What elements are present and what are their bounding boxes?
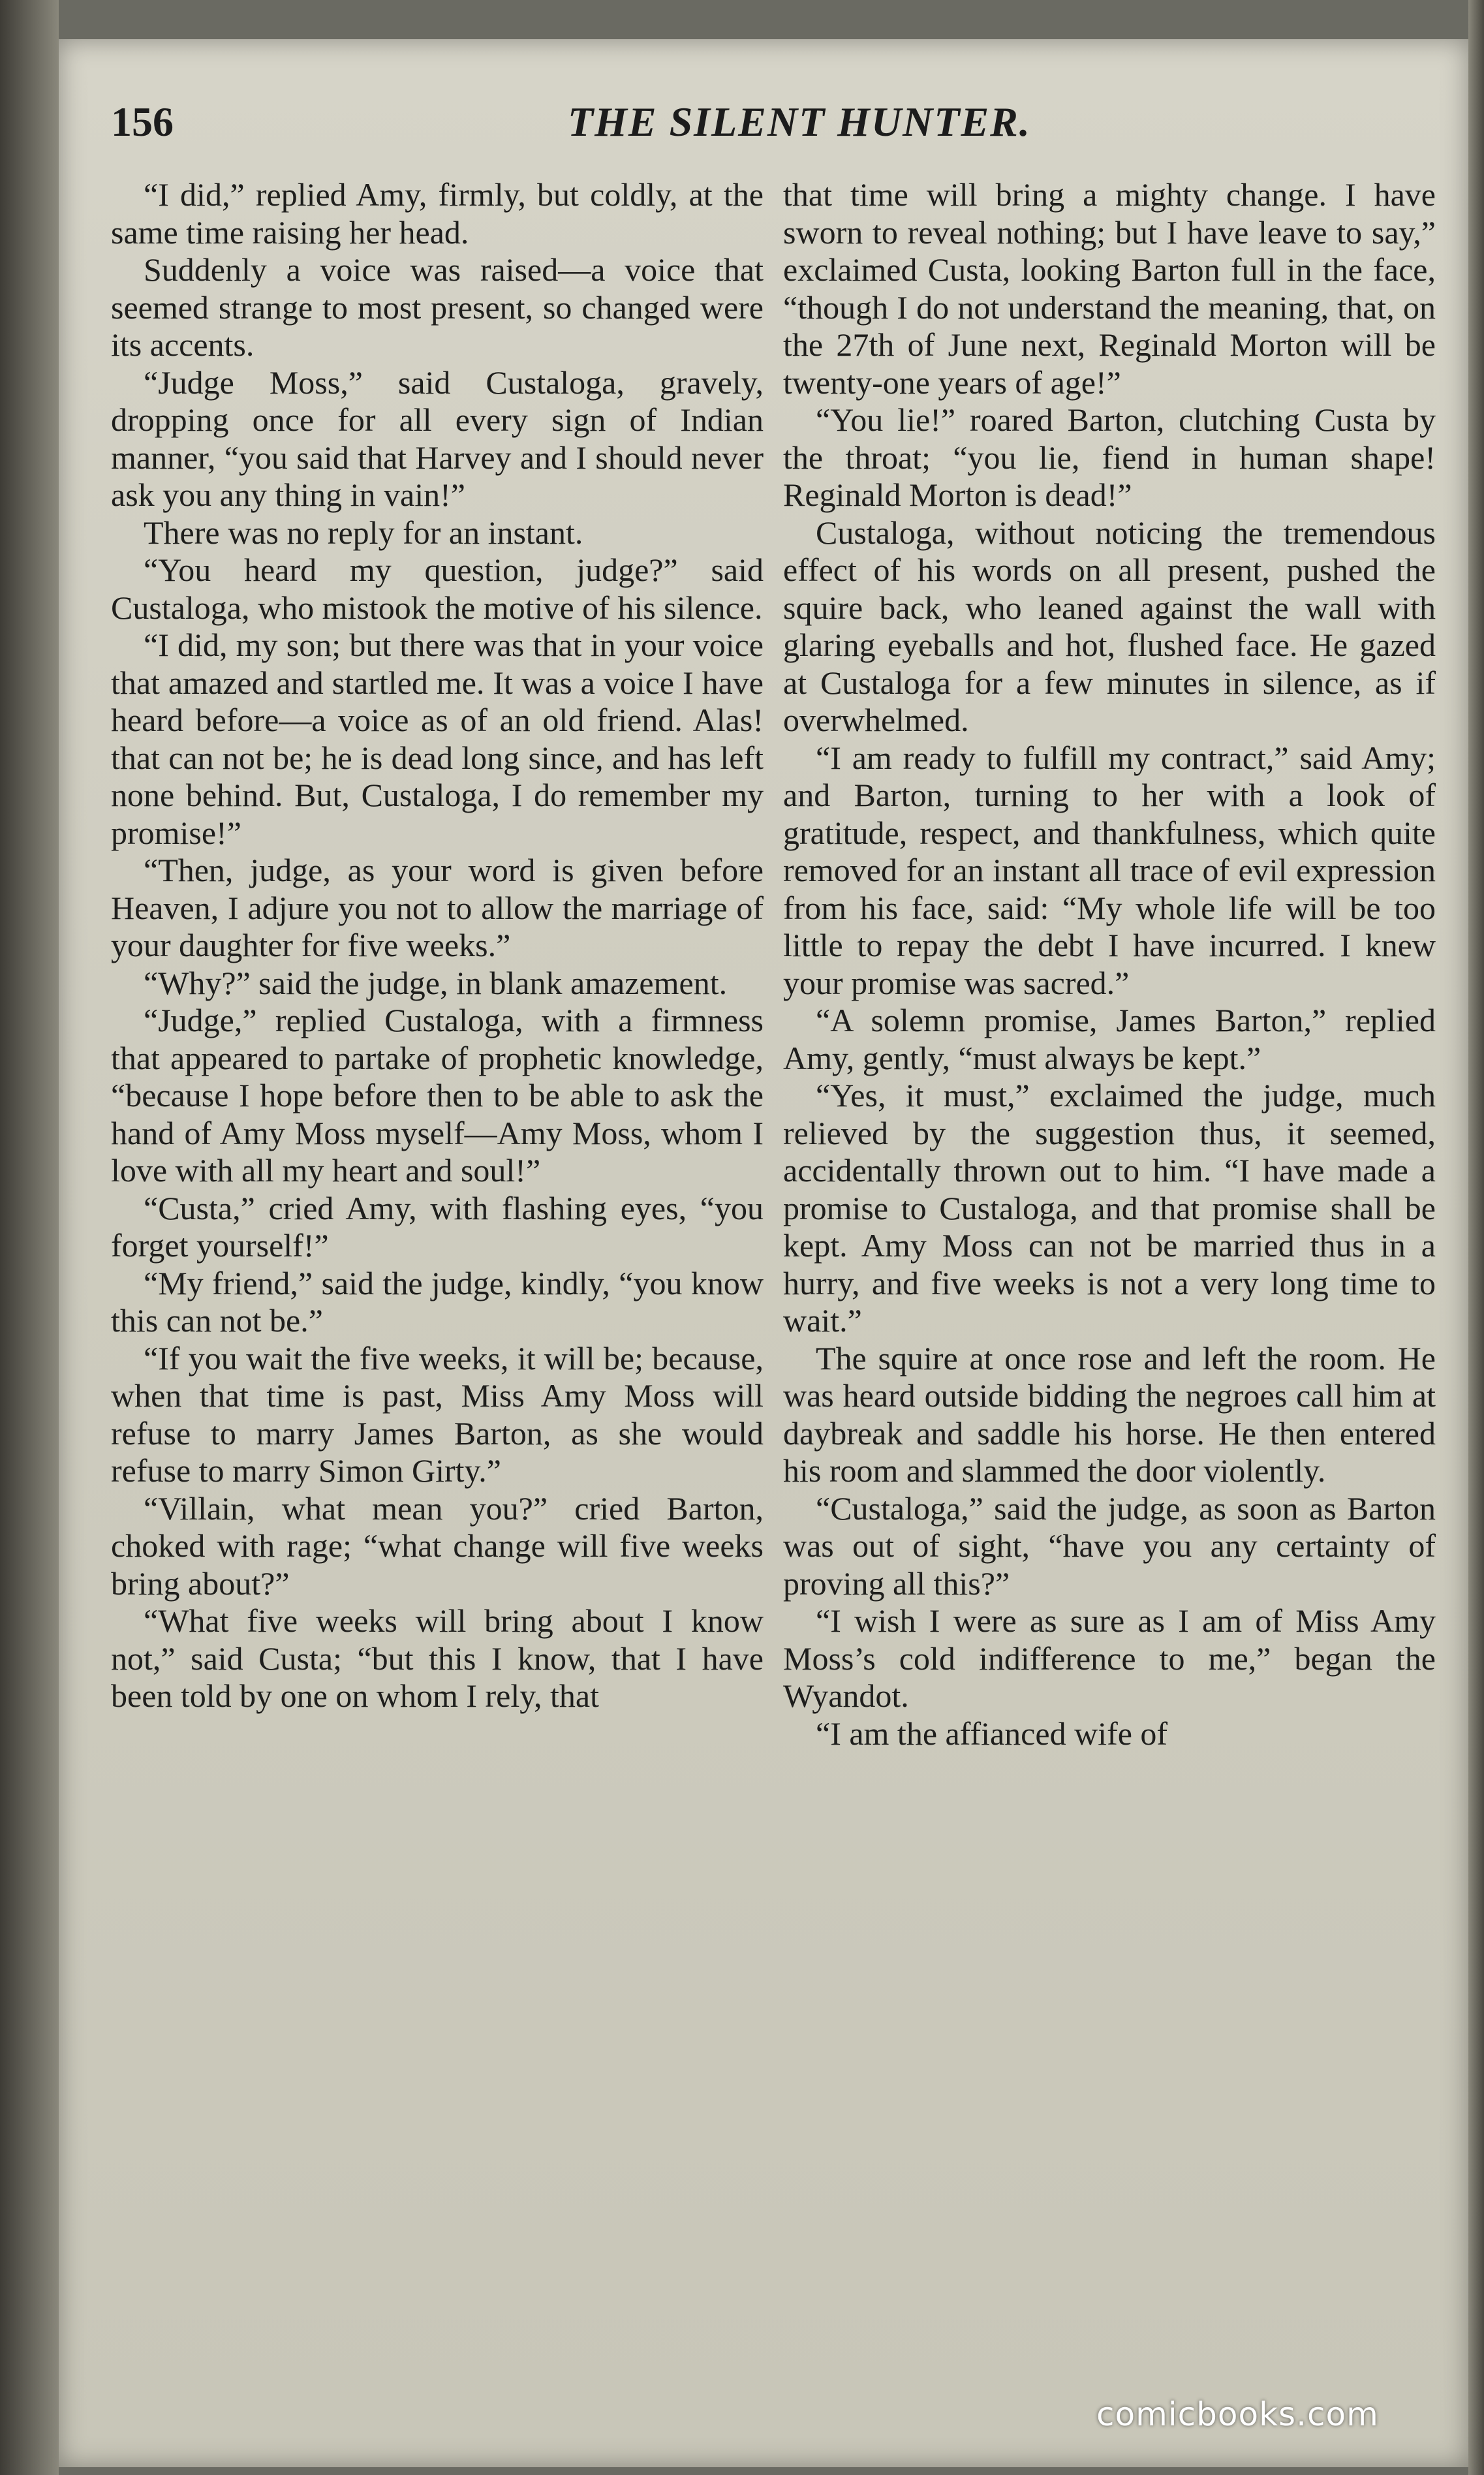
watermark: comicbooks.com: [1096, 2395, 1379, 2433]
paragraph: “Villain, what mean you?” cried Barton, choked with rage; “what change will five weeks bring about?”: [111, 1489, 764, 1602]
paragraph: “A solemn promise, James Barton,” replied Amy, gently, “must always be kept.”: [783, 1002, 1436, 1076]
paragraph: “Yes, it must,” exclaimed the judge, much relieved by the suggestion thus, it seemed, accidentally thrown out to him. “I have made a promise to Custaloga, and that promise shall be kept. Amy Moss can not be married thus in a hurry, and five weeks is not a very long time to wait.”: [783, 1077, 1436, 1339]
paragraph: Suddenly a voice was raised—a voice that seemed strange to most present, so changed were its accents.: [111, 251, 764, 363]
paragraph: “What five weeks will bring about I know not,” said Custa; “but this I know, that I have been told by one on whom I rely, that: [111, 1602, 764, 1714]
paragraph: “Why?” said the judge, in blank amazement.: [144, 964, 728, 1001]
book-page: [59, 39, 1468, 2467]
book-spine-shadow: [0, 0, 59, 2475]
running-title: THE SILENT HUNTER.: [568, 99, 1031, 145]
paragraph: Custaloga, without noticing the tremendous effect of his words on all present, pushed the squire back, who leaned against the wall with glaring eyeballs and hot, flushed face. He gazed at Custaloga for a few minutes in silence, as if overwhelmed.: [783, 514, 1436, 738]
page-header: [111, 98, 1416, 176]
paragraph: “Judge Moss,” said Custaloga, gravely, dropping once for all every sign of Indian manner, “you said that Harvey and I should never ask you any thing in vain!”: [111, 364, 764, 513]
paragraph: “I am ready to fulfill my contract,” said Amy; and Barton, turning to her with a look of gratitude, respect, and thankfulness, which quite removed for an instant all trace of evil expression from his face, said: “My whole life will be too little to repay the debt I have incurred. I knew your promise was sacred.”: [783, 739, 1436, 1001]
paragraph: “I wish I were as sure as I am of Miss Amy Moss’s cold indifference to me,” began the Wyandot.: [783, 1602, 1436, 1714]
paragraph: “Then, judge, as your word is given before Heaven, I adjure you not to allow the marriage of your daughter for five weeks.”: [111, 852, 764, 963]
paragraph: “If you wait the five weeks, it will be; because, when that time is past, Miss Amy Moss will refuse to marry James Barton, as she would refuse to marry Simon Girty.”: [111, 1339, 764, 1489]
paragraph: “Custa,” cried Amy, with flashing eyes, “you forget yourself!”: [111, 1189, 764, 1264]
paragraph: “I did,” replied Amy, firmly, but coldly, at the same time raising her head.: [111, 176, 764, 251]
page-number: 156: [111, 99, 174, 145]
left-column: [111, 176, 764, 2382]
paragraph: “My friend,” said the judge, kindly, “you know this can not be.”: [111, 1264, 764, 1339]
paragraph: that time will bring a mighty change. I have sworn to reveal nothing; but I have leave to say,” exclaimed Custa, looking Barton full in the face, “though I do not understand the meaning, that, on the 27th of June next, Reginald Morton will be twenty-one years of age!”: [783, 176, 1436, 401]
paragraph: The squire at once rose and left the room. He was heard outside bidding the negroes call him at daybreak and saddle his horse. He then entered his room and slammed the door violently.: [783, 1339, 1436, 1489]
paragraph: “You heard my question, judge?” said Custaloga, who mistook the motive of his silence.: [111, 552, 764, 626]
paragraph: “You lie!” roared Barton, clutching Custa by the throat; “you lie, fiend in human shape! Reginald Morton is dead!”: [783, 401, 1436, 513]
paragraph: “I am the affianced wife of: [816, 1715, 1168, 1752]
page-right-edge: [1468, 0, 1484, 2475]
paragraph: “Custaloga,” said the judge, as soon as Barton was out of sight, “have you any certainty of proving all this?”: [783, 1489, 1436, 1602]
paragraph: There was no reply for an instant.: [144, 514, 583, 551]
paragraph: “Judge,” replied Custaloga, with a firmness that appeared to partake of prophetic knowledge, “because I hope before then to be able to ask the hand of Amy Moss myself—Amy Moss, whom I love with all my heart and soul!”: [111, 1002, 764, 1189]
paragraph: “I did, my son; but there was that in your voice that amazed and startled me. It was a voice I have heard before—a voice as of an old friend. Alas! that can not be; he is dead long since, and has left none behind. But, Custaloga, I do remember my promise!”: [111, 627, 764, 851]
right-column: [783, 176, 1436, 2382]
